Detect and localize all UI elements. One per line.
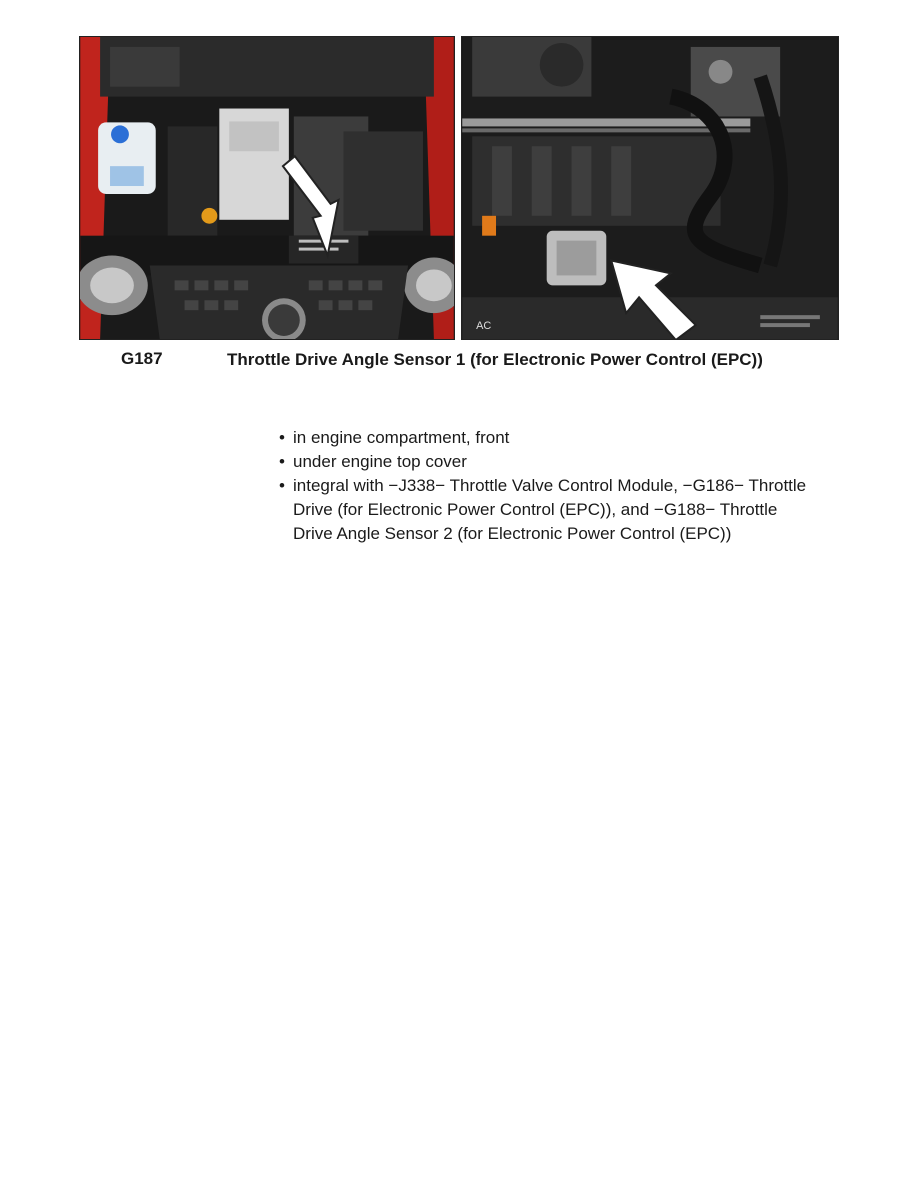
ac-label: AC — [476, 320, 492, 333]
throttle-module-photo — [461, 36, 839, 340]
note-text: in engine compartment, front — [293, 428, 510, 447]
bullet-icon: • — [279, 452, 285, 471]
engine-bay-photo — [79, 36, 455, 340]
component-code: G187 — [121, 349, 163, 368]
bullet-icon: • — [279, 476, 285, 495]
photo-figure — [79, 36, 839, 340]
component-title: Throttle Drive Angle Sensor 1 (for Electronic Power Control (EPC)) — [227, 350, 763, 369]
list-item — [279, 426, 819, 450]
note-text: integral with −J338− Throttle Valve Control Module, −G186− Throttle Drive (for Electronic Power Control (EPC)), and −G188− Throttle Drive Angle Sensor 2 (for Electronic Power Control (EPC)) — [293, 476, 807, 543]
bullet-icon: • — [279, 428, 285, 447]
list-item — [279, 450, 819, 474]
location-notes — [279, 426, 819, 546]
list-item — [279, 474, 819, 546]
note-text: under engine top cover — [293, 452, 467, 471]
